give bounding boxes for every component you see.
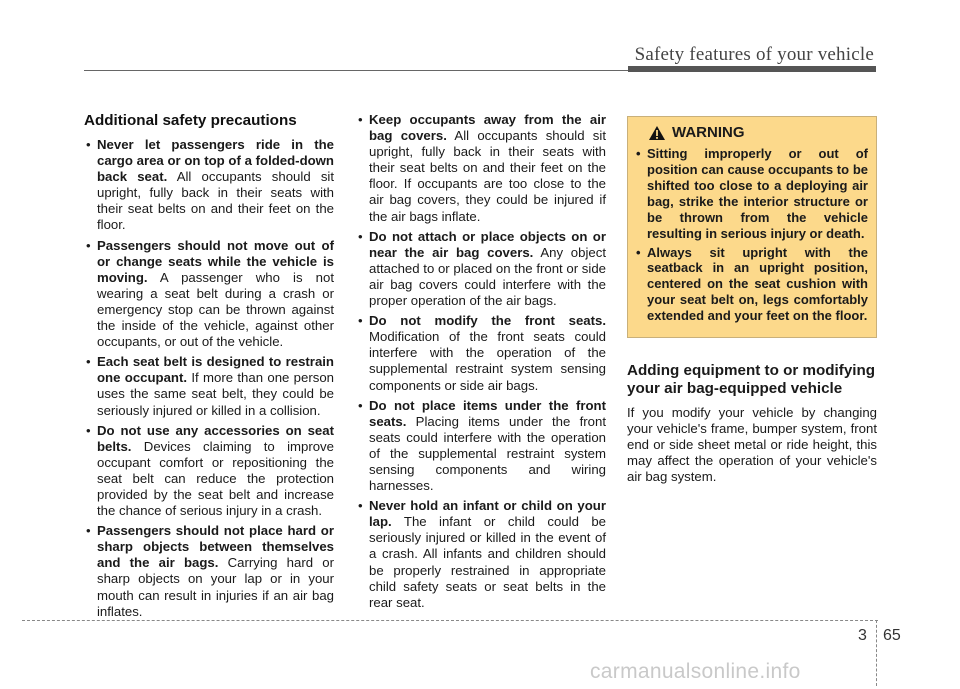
list-item: • Do not use any accessories on seat belts. Devices claiming to improve occupant comfort or repositioning the seat belt can reduce the protection provided by the seat belt and increase the chance of serious injury in a crash. [86,422,334,519]
section-heading: Adding equipment to or modifying your air bag-equipped vehicle [627,362,876,398]
list-item: • Passengers should not move out of or change seats while the vehicle is moving. A passenger who is not wearing a seat belt during a crash or emergency stop can be thrown against the inside of the vehicle, against other occupants, or out of the vehicle. [86,237,334,350]
list-item: • Do not place items under the front seats. Placing items under the front seats could interfere with the operation of the supplemental restraint system sensing components and wiring harnesses. [358,397,606,494]
left-column [84,112,334,624]
list-item: • Each seat belt is designed to restrain one occupant. If more than one person uses the same seat belt, they could be seriously injured or killed in a collision. [86,354,334,418]
chapter-number: 3 [858,627,867,644]
list-item: • Never hold an infant or child on your lap. The infant or child could be seriously injured or killed in the event of a crash. All infants and children should be properly restrained in appropriate child safety seats or seat belts in the rear seat. [358,498,606,610]
header-rule-accent [628,66,876,72]
warning-item: • Always sit upright with the seatback in an upright position, centered on the seat cushion with your seat belt on, legs comfortably extended and your feet on the floor. [636,244,868,324]
list-item: • Never let passengers ride in the cargo area or on top of a folded-down back seat. All occupants should sit upright, fully back in their seats with their seat belts on and their feet on the floor. [86,137,335,233]
paragraph: If you modify your vehicle by changing your vehicle's frame, bumper system, front end or side sheet metal or ride height, this may affect the operation of your vehicle's air bag system. [627,405,877,485]
page-divider [876,620,877,686]
footer-rule [22,620,878,621]
section-heading: Additional safety precautions [84,112,297,129]
warning-item: • Sitting improperly or out of position can cause occupants to be shifted too close to a deploying air bag, strike the interior structure or be thrown from the vehicle resulting in serious injury or death. [636,146,868,241]
section-header-title: Safety features of your vehicle [634,44,874,65]
watermark: carmanualsonline.info [590,660,801,683]
list-item: • Passengers should not place hard or sharp objects between themselves and the air bags. Carrying hard or sharp objects on your lap or in your mouth can result in injuries if an air bag inflates. [86,523,334,619]
warning-box [627,116,877,338]
warning-triangle-icon [648,125,666,141]
right-column [627,116,877,486]
middle-column [356,112,606,615]
list-item: • Keep occupants away from the air bag covers. All occupants should sit upright, fully back in their seats with their seat belts on and their feet on the floor. If occupants are too close to the air bag covers, they could be injured if the air bags inflate. [358,112,606,224]
list-item: • Do not attach or place objects on or near the air bag covers. Any object attached to or placed on the front or side air bag covers could interfere with the proper operation of the air bags. [358,228,606,309]
warning-title: WARNING [672,124,745,141]
warning-header [648,125,868,141]
list-item: • Do not modify the front seats. Modification of the front seats could interfere with the operation of the supplemental restraint system sensing components or side air bags. [358,313,606,393]
page-number: 65 [883,627,901,644]
